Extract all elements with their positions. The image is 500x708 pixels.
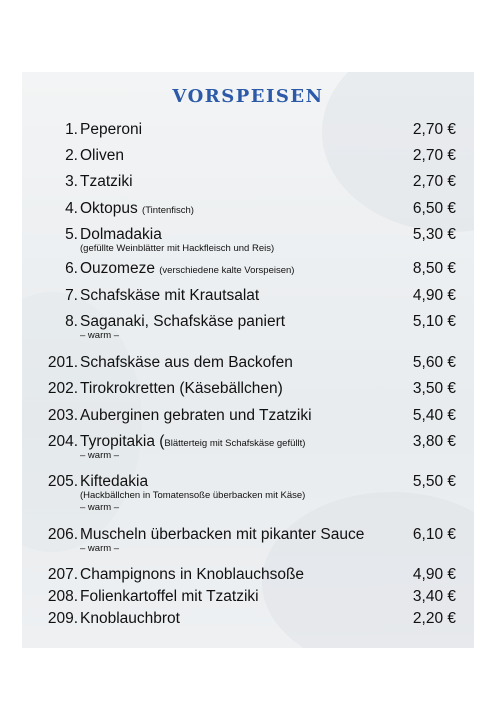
item-note: (verschiedene kalte Vorspeisen) (159, 265, 295, 276)
item-number: 203. (47, 407, 78, 424)
item-name (80, 171, 133, 192)
item-price: 2,20 € (412, 610, 456, 627)
item-number: 5. (65, 226, 78, 243)
item-number: 207. (47, 566, 78, 583)
item-number: 8. (65, 313, 78, 330)
item-name (80, 586, 259, 607)
item-name (80, 352, 293, 373)
section-title: VORSPEISEN (172, 86, 324, 107)
item-price: 6,10 € (412, 526, 456, 543)
item-warm-note: – warm – (80, 330, 120, 341)
item-name (80, 258, 294, 281)
item-name (80, 198, 194, 221)
item-price: 4,90 € (412, 287, 456, 304)
item-name-text: Peperoni (80, 121, 143, 138)
menu-page (22, 72, 474, 648)
item-name-text: Tirokrokretten (Käsebällchen) (80, 380, 283, 397)
item-number: 209. (47, 610, 78, 627)
item-name (80, 608, 180, 629)
item-name-text: Champignons in Knoblauchsoße (80, 566, 305, 583)
item-number: 201. (47, 354, 78, 371)
item-name (80, 378, 283, 399)
item-name-text: Kiftedakia (80, 473, 149, 490)
item-name-text: Ouzomeze (80, 260, 155, 277)
item-price: 5,60 € (412, 354, 456, 371)
item-name (80, 564, 304, 585)
item-name-text: Schafskäse aus dem Backofen (80, 354, 293, 371)
item-name (80, 145, 124, 166)
item-name (80, 471, 148, 492)
item-name (80, 224, 162, 245)
item-name-text: Muscheln überbacken mit pikanter Sauce (80, 526, 365, 543)
item-price: 5,30 € (412, 226, 456, 243)
item-name (80, 311, 285, 332)
item-warm-note: – warm – (80, 502, 120, 513)
item-price: 3,40 € (412, 588, 456, 605)
item-name (80, 405, 312, 426)
item-name (80, 524, 364, 545)
item-price: 2,70 € (412, 147, 456, 164)
item-price: 4,90 € (412, 566, 456, 583)
item-name-text: Oktopus (80, 200, 138, 217)
item-note: Blätterteig mit Schafskäse gefüllt) (164, 438, 306, 449)
item-description: (gefüllte Weinblätter mit Hackfleisch und Reis) (80, 243, 275, 254)
item-price: 5,40 € (412, 407, 456, 424)
item-price: 8,50 € (412, 260, 456, 277)
item-price: 2,70 € (412, 121, 456, 138)
item-warm-note: – warm – (80, 543, 120, 554)
item-name-text: Tyropitakia ( (80, 433, 165, 450)
item-description: (Hackbällchen in Tomatensoße überbacken mit Käse) (80, 490, 306, 501)
item-number: 3. (65, 173, 78, 190)
item-number: 206. (47, 526, 78, 543)
item-name (80, 119, 142, 140)
item-number: 6. (65, 260, 78, 277)
item-number: 2. (65, 147, 78, 164)
item-name-text: Schafskäse mit Krautsalat (80, 287, 260, 304)
item-warm-note: – warm – (80, 450, 120, 461)
item-name-text: Saganaki, Schafskäse paniert (80, 313, 286, 330)
item-price: 5,50 € (412, 473, 456, 490)
item-number: 1. (65, 121, 78, 138)
item-name-text: Auberginen gebraten und Tzatziki (80, 407, 312, 424)
item-number: 202. (47, 380, 78, 397)
item-name-text: Folienkartoffel mit Tzatziki (80, 588, 259, 605)
item-name-text: Oliven (80, 147, 124, 164)
item-price: 6,50 € (412, 200, 456, 217)
item-number: 204. (47, 433, 78, 450)
item-note: (Tintenfisch) (142, 205, 194, 216)
item-number: 205. (47, 473, 78, 490)
item-name (80, 285, 259, 306)
item-name-text: Dolmadakia (80, 226, 162, 243)
item-price: 5,10 € (412, 313, 456, 330)
item-price: 3,50 € (412, 380, 456, 397)
item-name-text: Tzatziki (80, 173, 133, 190)
item-name-text: Knoblauchbrot (80, 610, 180, 627)
item-number: 208. (47, 588, 78, 605)
item-price: 2,70 € (412, 173, 456, 190)
item-number: 4. (65, 200, 78, 217)
item-price: 3,80 € (412, 433, 456, 450)
item-number: 7. (65, 287, 78, 304)
